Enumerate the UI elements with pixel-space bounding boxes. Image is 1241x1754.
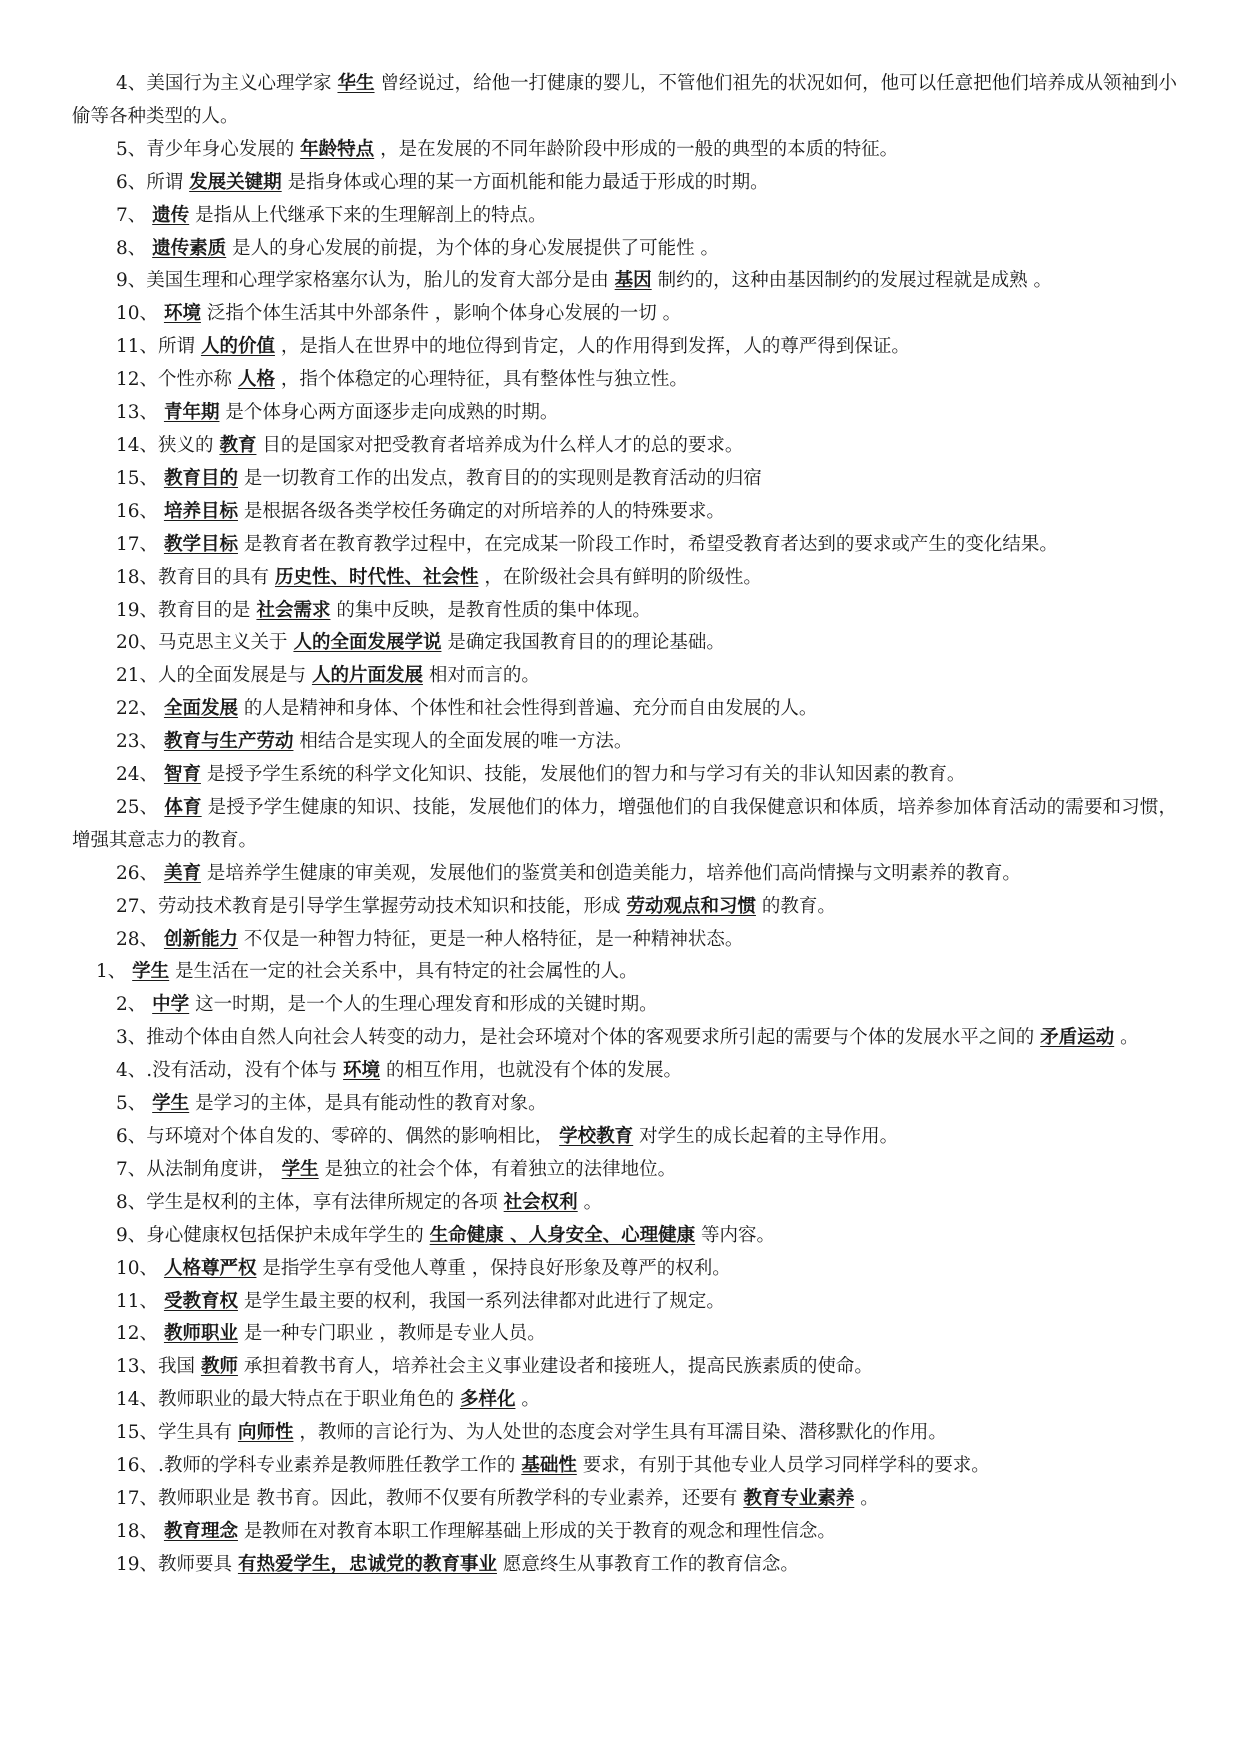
answer-blank: 社会需求 <box>256 599 331 621</box>
item-number: 9、 <box>116 1224 147 1246</box>
item-text-after: ，指个体稳定的心理特征，具有整体性与独立性。 <box>274 369 688 391</box>
item-text-before: 美国生理和心理学家格塞尔认为，胎儿的发育大部分是由 <box>146 270 615 292</box>
item-text-before: 马克思主义关于 <box>158 632 294 654</box>
item-number: 11、 <box>116 1290 159 1312</box>
item-text-after: 制约的，这种由基因制约的发展过程就是成熟 。 <box>651 270 1052 292</box>
item-text-before: 我国 <box>158 1356 201 1378</box>
fill-in-item <box>72 1022 1177 1055</box>
fill-in-item <box>72 693 1177 726</box>
fill-in-item <box>72 562 1177 595</box>
fill-in-item <box>72 792 1177 858</box>
answer-blank: 生命健康 、人身安全、心理健康 <box>429 1224 696 1246</box>
fill-in-item <box>72 595 1177 628</box>
answer-blank: 历史性、时代性、社会性 <box>274 566 479 588</box>
fill-in-item <box>72 496 1177 529</box>
item-number: 12、 <box>116 1323 159 1345</box>
item-text-after: 是确定我国教育目的的理论基础。 <box>441 632 725 654</box>
item-text-before: 美国行为主义心理学家 <box>146 73 338 94</box>
item-number: 17、 <box>116 533 159 555</box>
item-text-after: 目的是国家对把受教育者培养成为什么样人才的总的要求。 <box>256 434 744 456</box>
item-number: 19、 <box>116 1553 159 1575</box>
item-text-before: 教师职业的最大特点在于职业角色的 <box>158 1389 460 1411</box>
item-text-before: 与环境对个体自发的、零碎的、偶然的影响相比， <box>146 1126 560 1147</box>
fill-in-item <box>72 298 1177 331</box>
item-text-before: 推动个体由自然人向社会人转变的动力，是社会环境对个体的客观要求所引起的需要与个体的发展水平之间的 <box>146 1027 1041 1049</box>
item-text-after: 。 <box>515 1389 540 1411</box>
fill-in-item <box>72 167 1177 200</box>
answer-blank: 教育理念 <box>163 1520 238 1542</box>
item-text-after: 相对而言的。 <box>422 665 540 687</box>
fill-in-item <box>72 463 1177 496</box>
fill-in-item <box>72 1483 1177 1516</box>
item-text-after: 不仅是一种智力特征，更是一种人格特征，是一种精神状态。 <box>237 928 744 950</box>
item-number: 6、 <box>116 1126 147 1147</box>
answer-blank: 有热爱学生，忠诚党的教育事业 <box>237 1553 497 1575</box>
item-text-before: 身心健康权包括保护未成年学生的 <box>146 1224 430 1246</box>
fill-in-item <box>72 265 1177 298</box>
item-number: 25、 <box>116 796 159 818</box>
answer-blank: 基础性 <box>521 1455 577 1477</box>
item-text-after: 。 <box>854 1487 879 1509</box>
item-text-after: 是教育者在教育教学过程中，在完成某一阶段工作时，希望受教育者达到的要求或产生的变化结果。 <box>237 533 1058 555</box>
item-text-after: ，在阶级社会具有鲜明的阶级性。 <box>478 566 762 588</box>
item-text-before: 所谓 <box>146 171 190 193</box>
item-text-before: 学生具有 <box>158 1422 238 1444</box>
item-text-after: ，是在发展的不同年龄阶段中形成的一般的典型的本质的特征。 <box>374 138 899 160</box>
item-text-after: 是指学生享有受他人尊重 ，保持良好形象及尊严的权利。 <box>256 1257 731 1279</box>
item-text-after: ，是指人在世界中的地位得到肯定，人的作用得到发挥，人的尊严得到保证。 <box>274 336 910 358</box>
item-text-after: 的教育。 <box>755 895 836 917</box>
fill-in-item <box>72 726 1177 759</box>
answer-blank: 教育 <box>219 434 257 456</box>
fill-in-item <box>72 759 1177 792</box>
answer-blank: 美育 <box>163 862 201 884</box>
item-number: 6、 <box>116 171 147 193</box>
item-text-after: 要求，有别于其他专业人员学习同样学科的要求。 <box>576 1455 990 1477</box>
fill-in-item <box>72 1318 1177 1351</box>
item-text-before: 个性亦称 <box>158 369 238 391</box>
answer-blank: 教师 <box>200 1356 238 1378</box>
item-text-after: 是授予学生健康的知识、技能，发展他们的体力，增强他们的自我保健意识和体质，培养参加体育活动的需要和习惯，增强其意志力的教育。 <box>72 796 1177 851</box>
fill-in-item <box>72 134 1177 167</box>
item-text-after: 是指身体或心理的某一方面机能和能力最适于形成的时期。 <box>281 171 769 193</box>
item-text-after: 的集中反映，是教育性质的集中体现。 <box>330 599 651 621</box>
answer-blank: 遗传素质 <box>152 237 227 259</box>
item-text-after: 泛指个体生活其中外部条件 ，影响个体身心发展的一切 。 <box>200 303 682 325</box>
fill-in-item <box>72 200 1177 233</box>
item-number: 1、 <box>96 961 127 983</box>
answer-blank: 人格尊严权 <box>163 1257 257 1279</box>
item-text-after: 曾经说过，给他一打健康的婴儿，不管他们祖先的状况如何，他可以任意把他们培养成从领袖到小偷等各种类型的人。 <box>72 73 1177 127</box>
item-text-before: .没有活动，没有个体与 <box>146 1060 344 1082</box>
item-number: 8、 <box>116 237 147 259</box>
item-number: 4、 <box>116 1060 147 1082</box>
fill-in-item <box>72 1088 1177 1121</box>
item-number: 9、 <box>116 270 147 292</box>
item-number: 10、 <box>116 1257 159 1279</box>
fill-in-item <box>72 1384 1177 1417</box>
item-number: 23、 <box>116 731 159 753</box>
item-text-after: 。 <box>577 1191 603 1213</box>
answer-blank: 华生 <box>337 73 375 94</box>
answer-blank: 人的片面发展 <box>311 665 423 687</box>
item-number: 2、 <box>116 994 147 1016</box>
item-number: 3、 <box>116 1027 147 1049</box>
item-text-before: 从法制角度讲， <box>146 1158 282 1180</box>
answer-blank: 矛盾运动 <box>1040 1027 1115 1049</box>
item-number: 4、 <box>116 73 147 94</box>
item-number: 18、 <box>116 566 159 588</box>
item-text-after: 是独立的社会个体，有着独立的法律地位。 <box>318 1158 677 1180</box>
fill-in-item <box>72 1286 1177 1319</box>
fill-in-item <box>72 660 1177 693</box>
item-text-before: 青少年身心发展的 <box>146 138 301 160</box>
fill-in-item <box>72 891 1177 924</box>
item-text-after: 对学生的成长起着的主导作用。 <box>633 1126 899 1147</box>
answer-blank: 学生 <box>281 1158 319 1180</box>
item-number: 7、 <box>116 204 147 226</box>
fill-in-item <box>72 68 1177 134</box>
item-number: 14、 <box>116 1389 159 1411</box>
item-text-after: 等内容。 <box>695 1224 776 1246</box>
fill-in-item <box>72 989 1177 1022</box>
item-number: 16、 <box>116 500 159 522</box>
fill-in-item <box>72 1549 1177 1582</box>
item-number: 19、 <box>116 599 159 621</box>
answer-blank: 教育专业素养 <box>743 1487 855 1509</box>
item-number: 14、 <box>116 434 159 456</box>
item-text-before: 学生是权利的主体，享有法律所规定的各项 <box>146 1191 504 1213</box>
answer-blank: 教育目的 <box>163 467 238 489</box>
item-text-before: .教师的学科专业素养是教师胜任教学工作的 <box>158 1455 522 1477</box>
item-number: 8、 <box>116 1191 147 1213</box>
answer-blank: 基因 <box>614 270 652 292</box>
answer-blank: 遗传 <box>152 204 190 226</box>
item-number: 11、 <box>116 336 159 358</box>
item-number: 20、 <box>116 632 159 654</box>
item-number: 27、 <box>116 895 159 917</box>
item-number: 21、 <box>116 665 159 687</box>
item-text-after: 是教师在对教育本职工作理解基础上形成的关于教育的观念和理性信念。 <box>237 1520 836 1542</box>
answer-blank: 人格 <box>237 369 275 391</box>
item-number: 5、 <box>116 1093 147 1115</box>
answer-blank: 创新能力 <box>163 928 238 950</box>
item-number: 15、 <box>116 467 159 489</box>
item-number: 15、 <box>116 1422 159 1444</box>
item-text-after: 是根据各级各类学校任务确定的对所培养的人的特殊要求。 <box>237 500 725 522</box>
item-text-after: 相结合是实现人的全面发展的唯一方法。 <box>293 731 633 753</box>
item-number: 17、 <box>116 1487 159 1509</box>
fill-in-item <box>72 1121 1177 1154</box>
item-text-after: 是授予学生系统的科学文化知识、技能，发展他们的智力和与学习有关的非认知因素的教育。 <box>200 764 966 786</box>
fill-in-item <box>72 1055 1177 1088</box>
fill-in-item <box>72 1351 1177 1384</box>
item-text-after: 是个体身心两方面逐步走向成熟的时期。 <box>219 402 559 424</box>
fill-in-item <box>72 397 1177 430</box>
fill-in-item <box>72 1417 1177 1450</box>
item-number: 13、 <box>116 402 159 424</box>
answer-blank: 多样化 <box>459 1389 516 1411</box>
fill-in-item <box>72 924 1177 957</box>
answer-blank: 年龄特点 <box>300 138 375 160</box>
fill-in-item <box>72 627 1177 660</box>
item-text-before: 教师职业是 教书育。因此，教师不仅要有所教学科的专业素养，还要有 <box>158 1487 744 1509</box>
answer-blank: 环境 <box>343 1060 381 1082</box>
fill-in-item <box>72 364 1177 397</box>
item-text-after: ，教师的言论行为、为人处世的态度会对学生具有耳濡目染、潜移默化的作用。 <box>293 1422 947 1444</box>
item-text-after: 是学生最主要的权利，我国一系列法律都对此进行了规定。 <box>237 1290 725 1312</box>
item-text-after: 愿意终生从事教育工作的教育信念。 <box>496 1553 799 1575</box>
answer-blank: 学生 <box>152 1093 190 1115</box>
fill-in-item <box>72 1253 1177 1286</box>
answer-blank: 学校教育 <box>559 1126 634 1147</box>
fill-in-item <box>72 1187 1177 1220</box>
item-text-after: 是指从上代继承下来的生理解剖上的特点。 <box>189 204 547 226</box>
item-text-before: 教育目的是 <box>158 599 257 621</box>
item-text-before: 人的全面发展是与 <box>158 665 312 687</box>
fill-in-item <box>72 1516 1177 1549</box>
item-text-after: 的人是精神和身体、个体性和社会性得到普遍、充分而自由发展的人。 <box>237 698 818 720</box>
item-number: 24、 <box>116 764 159 786</box>
item-number: 28、 <box>116 928 159 950</box>
answer-blank: 发展关键期 <box>189 171 282 193</box>
answer-blank: 人的全面发展学说 <box>293 632 442 654</box>
item-text-after: 。 <box>1114 1027 1139 1049</box>
answer-blank: 受教育权 <box>163 1290 238 1312</box>
item-text-after: 是生活在一定的社会关系中，具有特定的社会属性的人。 <box>169 961 638 983</box>
item-number: 12、 <box>116 369 159 391</box>
fill-in-item <box>72 430 1177 463</box>
item-text-before: 所谓 <box>158 336 201 358</box>
item-number: 18、 <box>116 1520 159 1542</box>
item-text-before: 劳动技术教育是引导学生掌握劳动技术知识和技能，形成 <box>158 895 627 917</box>
item-text-after: 是学习的主体，是具有能动性的教育对象。 <box>189 1093 547 1115</box>
item-number: 7、 <box>116 1158 147 1180</box>
item-number: 10、 <box>116 303 159 325</box>
item-text-after: 这一时期，是一个人的生理心理发育和形成的关键时期。 <box>189 994 658 1016</box>
answer-blank: 青年期 <box>163 402 220 424</box>
item-text-after: 是人的身心发展的前提，为个体的身心发展提供了可能性 。 <box>226 237 719 259</box>
fill-in-item <box>72 858 1177 891</box>
fill-in-item <box>72 1450 1177 1483</box>
answer-blank: 培养目标 <box>163 500 238 522</box>
item-text-before: 教师要具 <box>158 1553 238 1575</box>
answer-blank: 教育与生产劳动 <box>163 731 294 753</box>
item-number: 5、 <box>116 138 147 160</box>
fill-in-item <box>72 331 1177 364</box>
item-number: 16、 <box>116 1455 159 1477</box>
answer-blank: 向师性 <box>237 1422 294 1444</box>
answer-blank: 教师职业 <box>163 1323 238 1345</box>
answer-blank: 体育 <box>164 796 202 818</box>
fill-in-item <box>72 233 1177 266</box>
answer-blank: 劳动观点和习惯 <box>626 895 756 917</box>
fill-in-item <box>72 956 1177 989</box>
answer-blank: 人的价值 <box>200 336 275 358</box>
item-text-after: 是一种专门职业 ，教师是专业人员。 <box>237 1323 546 1345</box>
fill-in-item <box>72 1154 1177 1187</box>
item-text-after: 是培养学生健康的审美观，发展他们的鉴赏美和创造美能力，培养他们高尚情操与文明素养的教育。 <box>200 862 1021 884</box>
answer-blank: 智育 <box>163 764 201 786</box>
fill-in-item <box>72 529 1177 562</box>
item-text-before: 狭义的 <box>158 434 220 456</box>
answer-blank: 环境 <box>163 303 201 325</box>
answer-blank: 教学目标 <box>163 533 238 555</box>
fill-in-item <box>72 1220 1177 1253</box>
item-text-after: 承担着教书育人，培养社会主义事业建设者和接班人，提高民族素质的使命。 <box>237 1356 873 1378</box>
item-text-before: 教育目的具有 <box>158 566 275 588</box>
answer-blank: 社会权利 <box>503 1191 578 1213</box>
item-text-after: 是一切教育工作的出发点，教育目的的实现则是教育活动的归宿 <box>237 467 762 489</box>
item-number: 13、 <box>116 1356 159 1378</box>
answer-blank: 全面发展 <box>163 698 238 720</box>
answer-blank: 中学 <box>152 994 190 1016</box>
item-number: 26、 <box>116 862 159 884</box>
answer-blank: 学生 <box>132 961 170 983</box>
item-text-after: 的相互作用，也就没有个体的发展。 <box>380 1060 682 1082</box>
item-number: 22、 <box>116 698 159 720</box>
